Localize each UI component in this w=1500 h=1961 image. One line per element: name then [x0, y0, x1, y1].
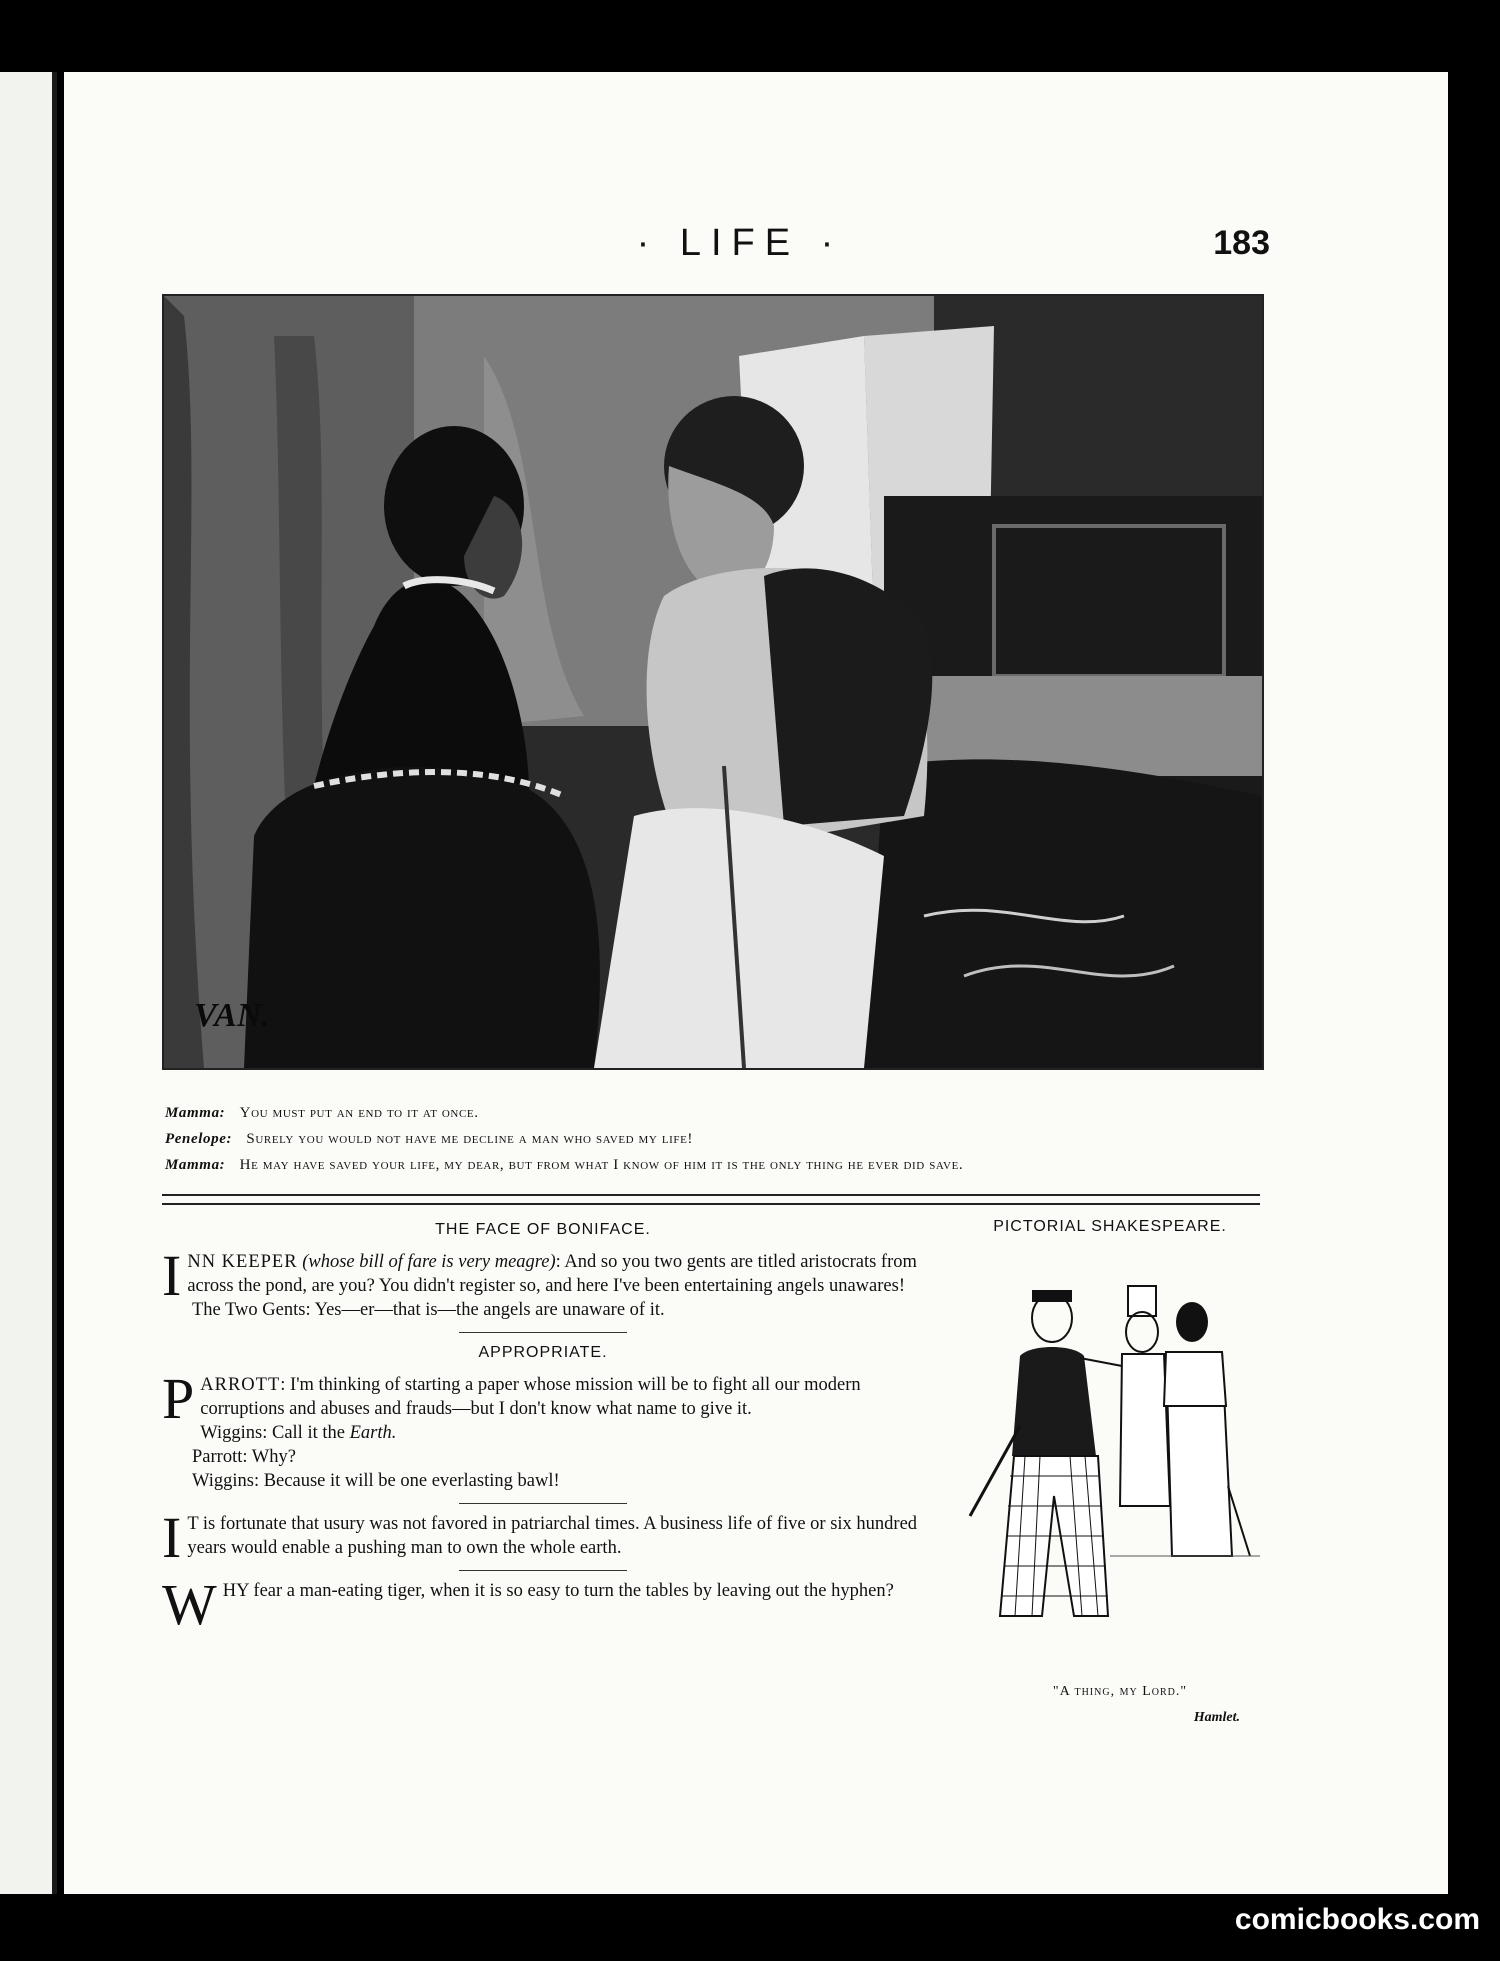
small-divider: [459, 1503, 627, 1504]
caption-text: You must put an end to it at once.: [239, 1105, 479, 1121]
dropcap: I: [162, 1243, 182, 1308]
site-watermark: comicbooks.com: [1234, 1903, 1480, 1936]
usury-paragraph: [162, 1505, 924, 1570]
dialogue-speaker: Parrott:: [192, 1447, 248, 1467]
running-title: · LIFE ·: [636, 222, 844, 264]
three-men-cartoon-icon: [960, 1256, 1260, 1646]
dialogue-speaker: Wiggins:: [200, 1423, 268, 1443]
shakespeare-attribution: Hamlet.: [1193, 1710, 1240, 1725]
caption-speaker: Mamma:: [165, 1157, 226, 1173]
caption-line: [165, 1152, 1265, 1178]
main-illustration: [162, 294, 1264, 1070]
previous-page-edge: [0, 72, 56, 1894]
artist-signature: VAN.: [194, 997, 270, 1034]
lead-text: NN KEEPER: [187, 1252, 298, 1272]
body-text: T is fortunate that usury was not favored in patriarchal times. A business life of five or six hundred years would enable a pushing man to own the whole earth.: [187, 1514, 918, 1558]
side-column: [960, 1212, 1260, 1725]
dialogue-italic: Earth.: [349, 1423, 397, 1443]
painting-two-women-at-piano-icon: [164, 296, 1262, 1068]
reply-speaker: The Two Gents:: [192, 1300, 311, 1320]
dialogue-line: [162, 1421, 924, 1445]
gutter-line: [52, 72, 57, 1894]
dropcap: P: [162, 1366, 195, 1431]
shakespeare-illustration: [960, 1256, 1260, 1646]
small-divider: [459, 1570, 627, 1571]
dropcap: W: [162, 1572, 217, 1637]
caption-line: [165, 1100, 1265, 1126]
section-divider: [162, 1194, 1260, 1205]
boniface-title: THE FACE OF BONIFACE.: [435, 1221, 651, 1238]
dialogue-text: Because it will be one everlasting bawl!: [263, 1471, 560, 1491]
main-text-column: [162, 1212, 924, 1637]
body-text: : I'm thinking of starting a paper whose mission will be to fight all our modern corruptions and abuses and frauds—but I don't know what name to give it.: [200, 1375, 861, 1419]
appropriate-title: APPROPRIATE.: [478, 1344, 608, 1361]
aside-text: (whose bill of fare is very meagre): [302, 1252, 556, 1272]
caption-text: Surely you would not have me decline a man who saved my life!: [246, 1131, 694, 1147]
page-header: [0, 222, 1500, 282]
dropcap: I: [162, 1505, 182, 1570]
caption-speaker: Penelope:: [165, 1131, 233, 1147]
lead-text: ARROTT: [200, 1375, 281, 1395]
reply-text: Yes—er—that is—the angels are unaware of it.: [314, 1300, 665, 1320]
dialogue-line: [162, 1445, 924, 1469]
appropriate-paragraph: [162, 1366, 924, 1431]
caption-speaker: Mamma:: [165, 1105, 226, 1121]
dialogue-text: Call it the: [271, 1423, 350, 1443]
boniface-paragraph: [162, 1243, 924, 1308]
tiger-paragraph: [162, 1572, 924, 1637]
body-text: HY fear a man-eating tiger, when it is so easy to turn the tables by leaving out the hyphen?: [222, 1581, 894, 1601]
page-number: 183: [1213, 224, 1270, 262]
illustration-caption: [165, 1100, 1265, 1178]
caption-line: [165, 1126, 1265, 1152]
reply-line: [162, 1298, 924, 1322]
caption-text: He may have saved your life, my dear, but from what I know of him it is the only thing he ever did save.: [239, 1157, 964, 1173]
shakespeare-caption: "A thing, my Lord.": [1052, 1684, 1188, 1699]
dialogue-speaker: Wiggins:: [192, 1471, 260, 1491]
shakespeare-title: PICTORIAL SHAKESPEARE.: [993, 1218, 1227, 1235]
dialogue-text: Why?: [251, 1447, 296, 1467]
small-divider: [459, 1332, 627, 1333]
body-text: : And so you two gents are titled aristocrats from across the pond, are you? You didn't register so, and here I've been entertaining angels unawares!: [187, 1252, 917, 1296]
dialogue-line: [162, 1469, 924, 1493]
